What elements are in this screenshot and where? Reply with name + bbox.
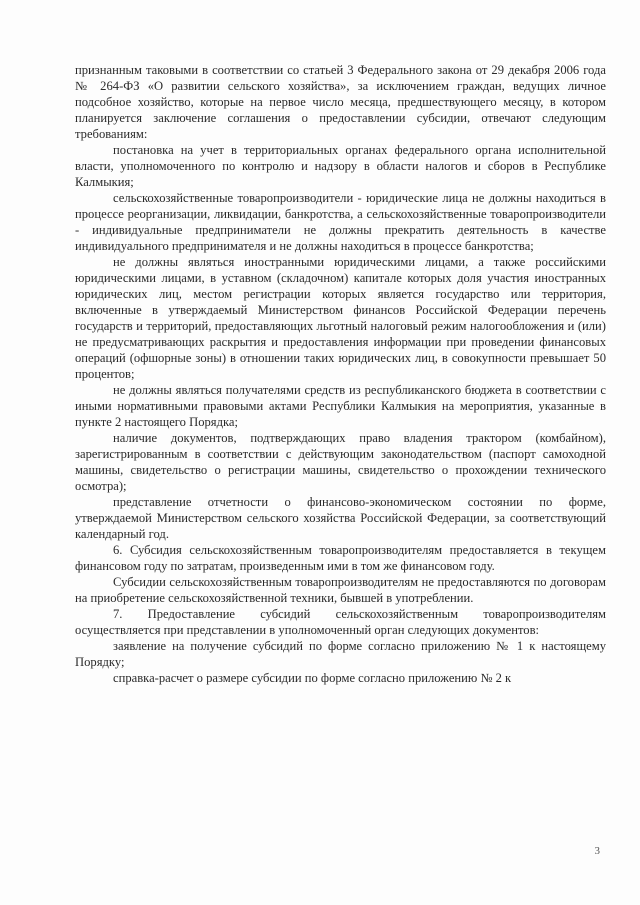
paragraph: не должны являться получателями средств из республиканского бюджета в соответствии с иными нормативными правовыми актами Республики Калмыкия на мероприятия, указанные в пункте 2 настоящего Порядка;	[75, 383, 606, 429]
paragraph: 6. Субсидия сельскохозяйственным товаропроизводителям предоставляется в текущем финансовом году по затратам, произведенным ими в том же финансовом году.	[75, 543, 606, 573]
paragraph: наличие документов, подтверждающих право владения трактором (комбайном), зарегистрированным в соответствии с действующим законодательством (паспорт самоходной машины, свидетельство о регистрации машины, свидетельство о прохождении технического осмотра);	[75, 431, 606, 493]
paragraph: не должны являться иностранными юридическими лицами, а также российскими юридическими лицами, в уставном (складочном) капитале которых доля участия иностранных юридических лиц, местом регистрации которых является государство или территория, включенные в утверждаемый Министерством финансов Российской Федерации перечень государств и территорий, предоставляющих льготный налоговый режим налогообложения и (или) не предусматривающих раскрытия и предоставления информации при проведении финансовых операций (офшорные зоны) в отношении таких юридических лиц, в совокупности превышает 50 процентов;	[75, 255, 606, 381]
document-body	[75, 62, 606, 686]
paragraph: признанным таковыми в соответствии со статьей 3 Федерального закона от 29 декабря 2006 года № 264-ФЗ «О развитии сельского хозяйства», за исключением граждан, ведущих личное подсобное хозяйство, которые на первое число месяца, предшествующего месяцу, в котором планируется заключение соглашения о предоставлении субсидии, отвечают следующим требованиям:	[75, 63, 606, 141]
paragraph: постановка на учет в территориальных органах федерального органа исполнительной власти, уполномоченного по контролю и надзору в области налогов и сборов в Республике Калмыкия;	[75, 143, 606, 189]
paragraph: заявление на получение субсидий по форме согласно приложению № 1 к настоящему Порядку;	[75, 639, 606, 669]
paragraph: Субсидии сельскохозяйственным товаропроизводителям не предоставляются по договорам на приобретение сельскохозяйственной техники, бывшей в употреблении.	[75, 575, 606, 605]
paragraph: представление отчетности о финансово-экономическом состоянии по форме, утверждаемой Министерством сельского хозяйства Российской Федерации, за соответствующий календарный год.	[75, 495, 606, 541]
paragraph: сельскохозяйственные товаропроизводители - юридические лица не должны находиться в процессе реорганизации, ликвидации, банкротства, а сельскохозяйственные товаропроизводители - индивидуальные предприниматели не должны прекратить деятельность в качестве индивидуального предпринимателя и не должны находиться в процессе банкротства;	[75, 191, 606, 253]
paragraph: 7. Предоставление субсидий сельскохозяйственным товаропроизводителям осуществляется при представлении в уполномоченный орган следующих документов:	[75, 607, 606, 637]
page-number: 3	[594, 845, 600, 857]
paragraph: справка-расчет о размере субсидии по форме согласно приложению № 2 к	[113, 671, 512, 685]
